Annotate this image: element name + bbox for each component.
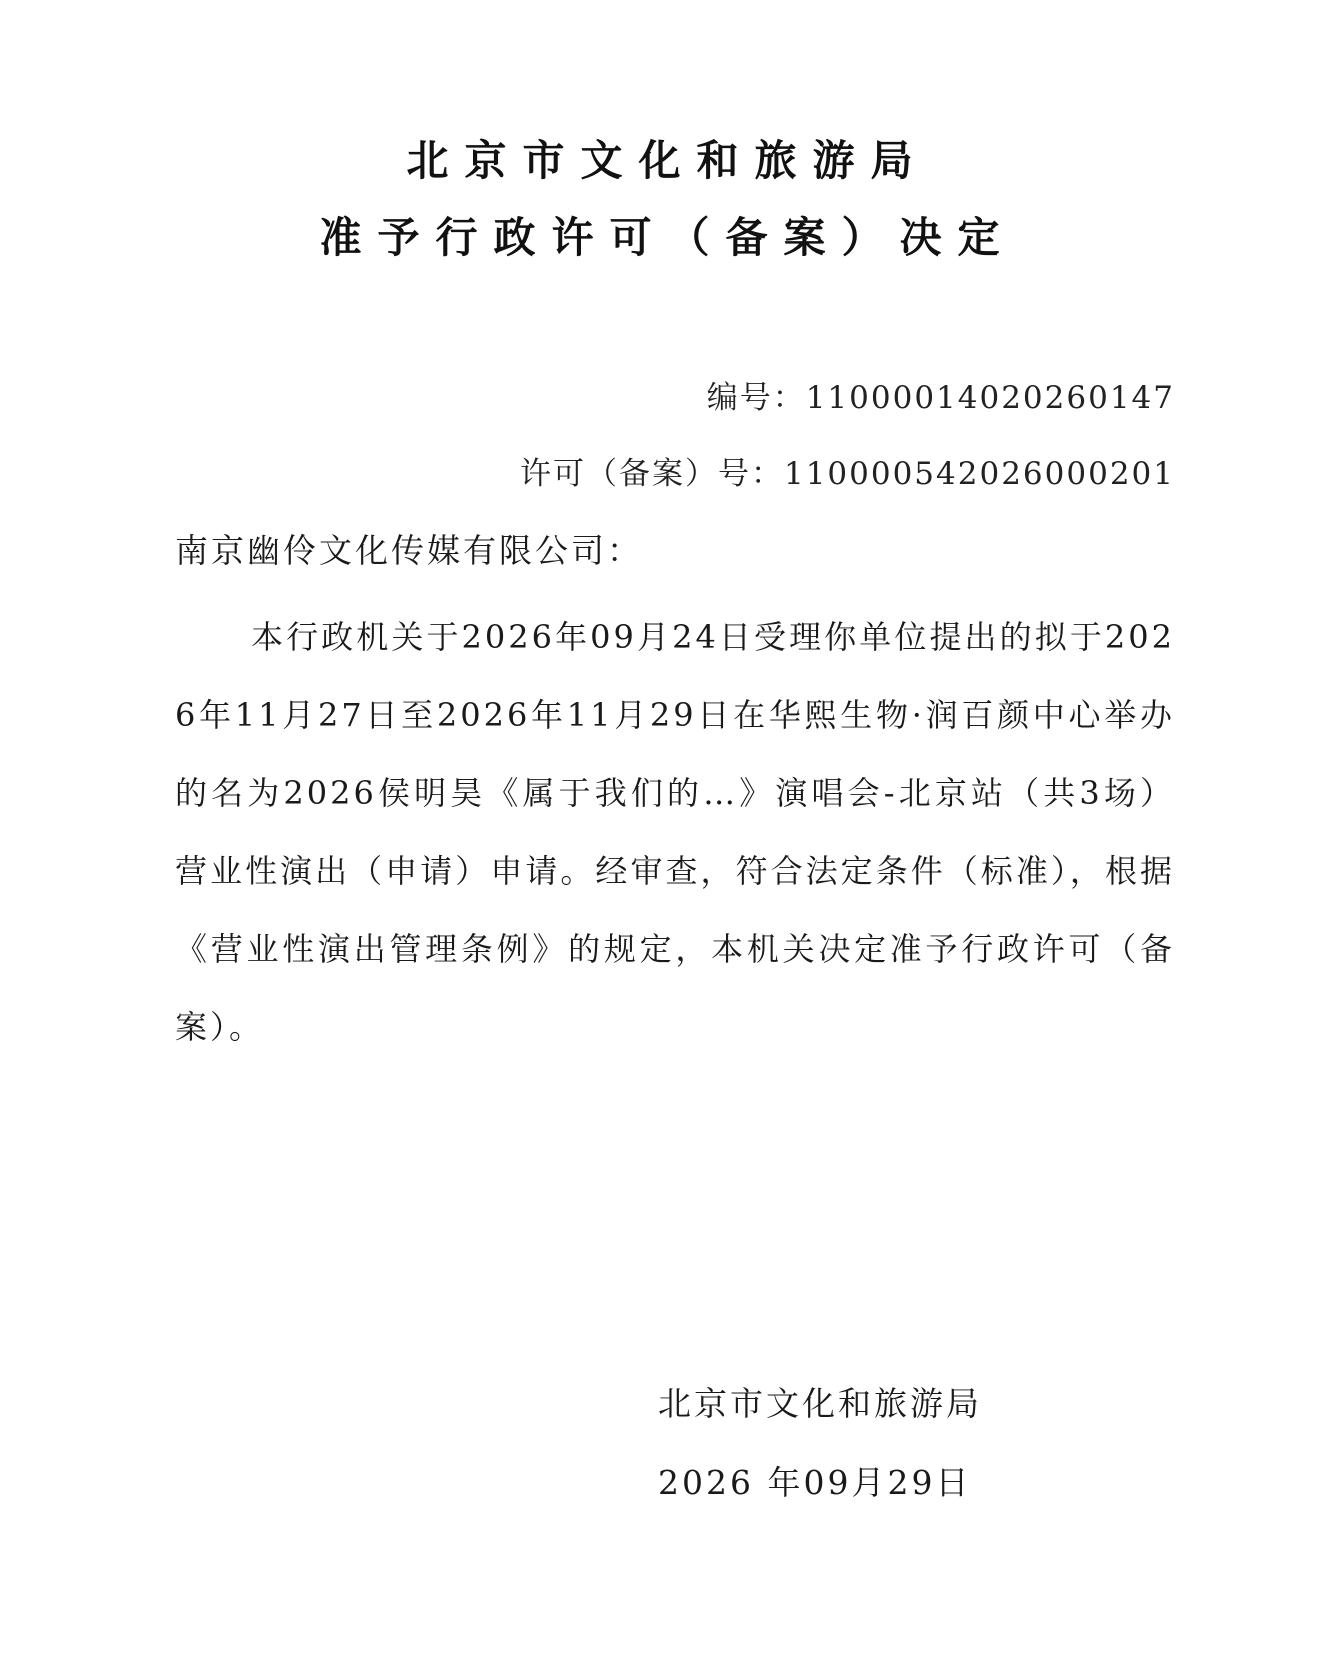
issue-date: 2026 年09月29日	[658, 1463, 972, 1502]
document-title-line-1: 北京市文化和旅游局	[406, 136, 929, 185]
permit-number: 许可（备案）号：110000542026000201	[519, 456, 1175, 492]
recipient-name: 南京幽伶文化传媒有限公司：	[175, 531, 643, 570]
document-number: 编号：11000014020260147	[706, 380, 1175, 416]
document-title-line-2: 准予行政许可（备案）决定	[319, 213, 1016, 262]
issuing-authority: 北京市文化和旅游局	[658, 1384, 982, 1423]
decision-body: 本行政机关于2026年09月24日受理你单位提出的拟于2026年11月27日至2026年11月29日在华熙生物·润百颜中心举办的名为2026侯明昊《属于我们的…》演唱会-北京站（共3场）营业性演出（申请）申请。经审查，符合法定条件（标准），根据《营业性演出管理条例》的规定，本机关决定准予行政许可（备案）。	[175, 618, 1175, 1046]
